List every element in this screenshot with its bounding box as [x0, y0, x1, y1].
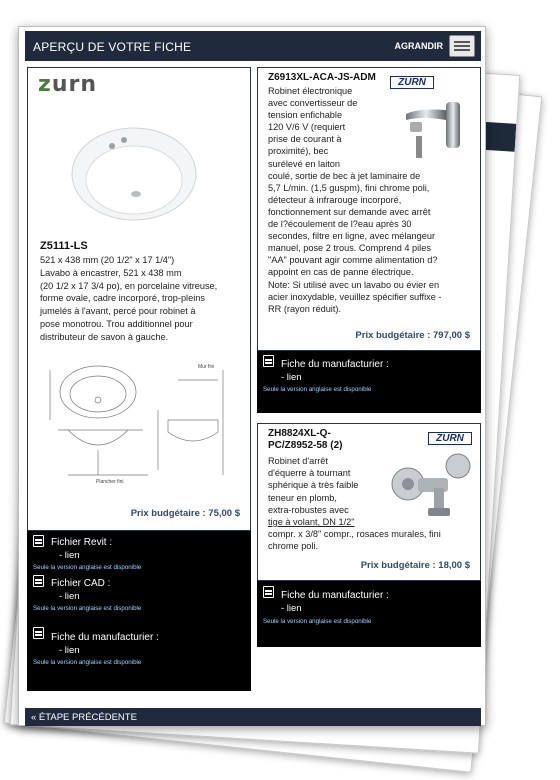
desc-line: de l?écoulement de l?eau après 30 — [268, 219, 412, 230]
preview-sheet — [18, 26, 486, 726]
doc-title: Fiche du manufacturier : — [281, 359, 389, 370]
product-card-faucet — [257, 67, 481, 351]
zurn-logo: ZURN — [428, 432, 472, 445]
drawing-label: Plancher fini — [96, 479, 124, 485]
doc-note: Seule la version anglaise est disponible — [33, 659, 142, 666]
doc-link[interactable]: - lien — [281, 372, 302, 383]
doc-note: Seule la version anglaise est disponible — [33, 564, 142, 571]
desc-line: appoint en cas de panne électrique. — [268, 267, 414, 278]
sheet-footer — [25, 708, 481, 726]
desc-line: (20 1/2 x 17 3/4 po), en porcelaine vitreuse, — [40, 280, 218, 291]
manufacturer-sheet-icon — [263, 586, 274, 598]
documents-block — [27, 531, 251, 691]
desc-line: Robinet d'arrêt — [268, 456, 328, 466]
doc-title: Fiche du manufacturier : — [281, 590, 389, 601]
desc-line: 120 V/6 V (requiert — [268, 122, 346, 133]
desc-line: teneur en plomb, — [268, 492, 337, 503]
previous-step-button[interactable]: « ÉTAPE PRÉCÉDENTE — [31, 712, 137, 723]
desc-line: compr. x 3/8" compr., rosaces murales, fini — [268, 529, 441, 540]
desc-line: proximité), bec — [268, 146, 329, 157]
manufacturer-sheet-icon — [33, 627, 44, 639]
doc-note: Seule la version anglaise est disponible — [33, 605, 142, 612]
sink-image — [64, 118, 204, 228]
zurn-logo: zurn — [38, 72, 97, 97]
desc-line: Lavabo à encastrer, 521 x 438 mm — [40, 267, 182, 278]
desc-line: secondes, filtre en ligne, avec mélangeur — [268, 231, 436, 242]
product-description — [268, 85, 478, 315]
desc-line: coulé, sortie de bec à jet laminaire de — [268, 170, 421, 181]
product-sku — [268, 428, 342, 452]
desc-line: chrome poli. — [268, 541, 319, 552]
doc-title: Fichier Revit : — [51, 537, 113, 548]
doc-title: Fiche du manufacturier : — [51, 632, 159, 643]
desc-line: tige à volant, DN 1/2" — [268, 517, 355, 528]
zurn-logo: ZURN — [390, 76, 434, 89]
desc-line: 5,7 L/min. (1,5 guspm), fini chrome poli, — [268, 182, 430, 193]
enlarge-label[interactable]: AGRANDIR — [394, 41, 443, 51]
doc-link[interactable]: - lien — [59, 645, 80, 656]
sku-line: ZH8824XL-Q- — [268, 428, 331, 439]
desc-line: manuel, pose 2 trous. Comprend 4 piles — [268, 243, 431, 254]
doc-link[interactable]: - lien — [59, 550, 80, 561]
desc-line: 521 x 438 mm (20 1/2" x 17 1/4") — [40, 255, 175, 265]
desc-line: RR (rayon réduit). — [268, 303, 342, 314]
enlarge-icon[interactable] — [449, 35, 475, 57]
desc-line: tension enfichable — [268, 110, 343, 121]
cad-file-icon — [33, 575, 44, 587]
desc-line: prise de courant à — [268, 134, 342, 145]
desc-line: Robinet électronique — [268, 86, 353, 96]
product-price: Prix budgétaire : 75,00 $ — [130, 508, 240, 519]
doc-link[interactable]: - lien — [281, 603, 302, 614]
product-price: Prix budgétaire : 797,00 $ — [355, 330, 470, 341]
documents-block — [257, 351, 481, 413]
product-description — [40, 254, 250, 344]
desc-line: avec convertisseur de — [268, 98, 358, 109]
product-card-sink — [27, 67, 251, 531]
sheet-header — [25, 31, 481, 61]
product-description — [268, 455, 478, 553]
revit-file-icon — [33, 535, 44, 547]
doc-note: Seule la version anglaise est disponible — [263, 618, 372, 625]
desc-line: sphérique à très faible — [268, 480, 359, 491]
doc-link[interactable]: - lien — [59, 591, 80, 602]
desc-line: d'équerre à tournant — [268, 468, 351, 479]
desc-line: Note: Si utilisé avec un lavabo ou évier en — [268, 279, 440, 290]
desc-line: "AA" pouvant agir comme alimentation d? — [268, 255, 438, 266]
desc-line: détecteur à infrarouge incorporé, — [268, 194, 402, 205]
desc-line: surélevé en laiton — [268, 158, 341, 169]
product-sku: Z6913XL-ACA-JS-ADM — [268, 72, 376, 83]
desc-line: extra-robustes avec — [268, 504, 349, 515]
product-price: Prix budgétaire : 18,00 $ — [360, 560, 470, 571]
drawing-label: Mur fini — [198, 364, 215, 370]
manufacturer-sheet-icon — [263, 355, 274, 367]
documents-block — [257, 581, 481, 647]
technical-drawing — [48, 360, 238, 485]
doc-title: Fichier CAD : — [51, 578, 111, 589]
doc-note: Seule la version anglaise est disponible — [263, 386, 372, 393]
desc-line: pose monotrou. Trou additionnel pour — [40, 318, 193, 329]
page-title: APERÇU DE VOTRE FICHE — [33, 40, 192, 54]
desc-line: jumelés à l'avant, percé pour robinet à — [40, 306, 196, 317]
sku-line: PC/Z8952-58 (2) — [268, 440, 343, 451]
desc-line: distributeur de savon à gauche. — [40, 331, 169, 342]
desc-line: acier inoxydable, veuillez spécifier suffixe - — [268, 291, 442, 302]
product-card-stop-valve — [257, 423, 481, 581]
product-sku: Z5111-LS — [40, 240, 88, 252]
desc-line: fonctionnement sur demande avec arrêt — [268, 206, 431, 217]
desc-line: forme ovale, cadre incorporé, trop-pleins — [40, 293, 205, 304]
